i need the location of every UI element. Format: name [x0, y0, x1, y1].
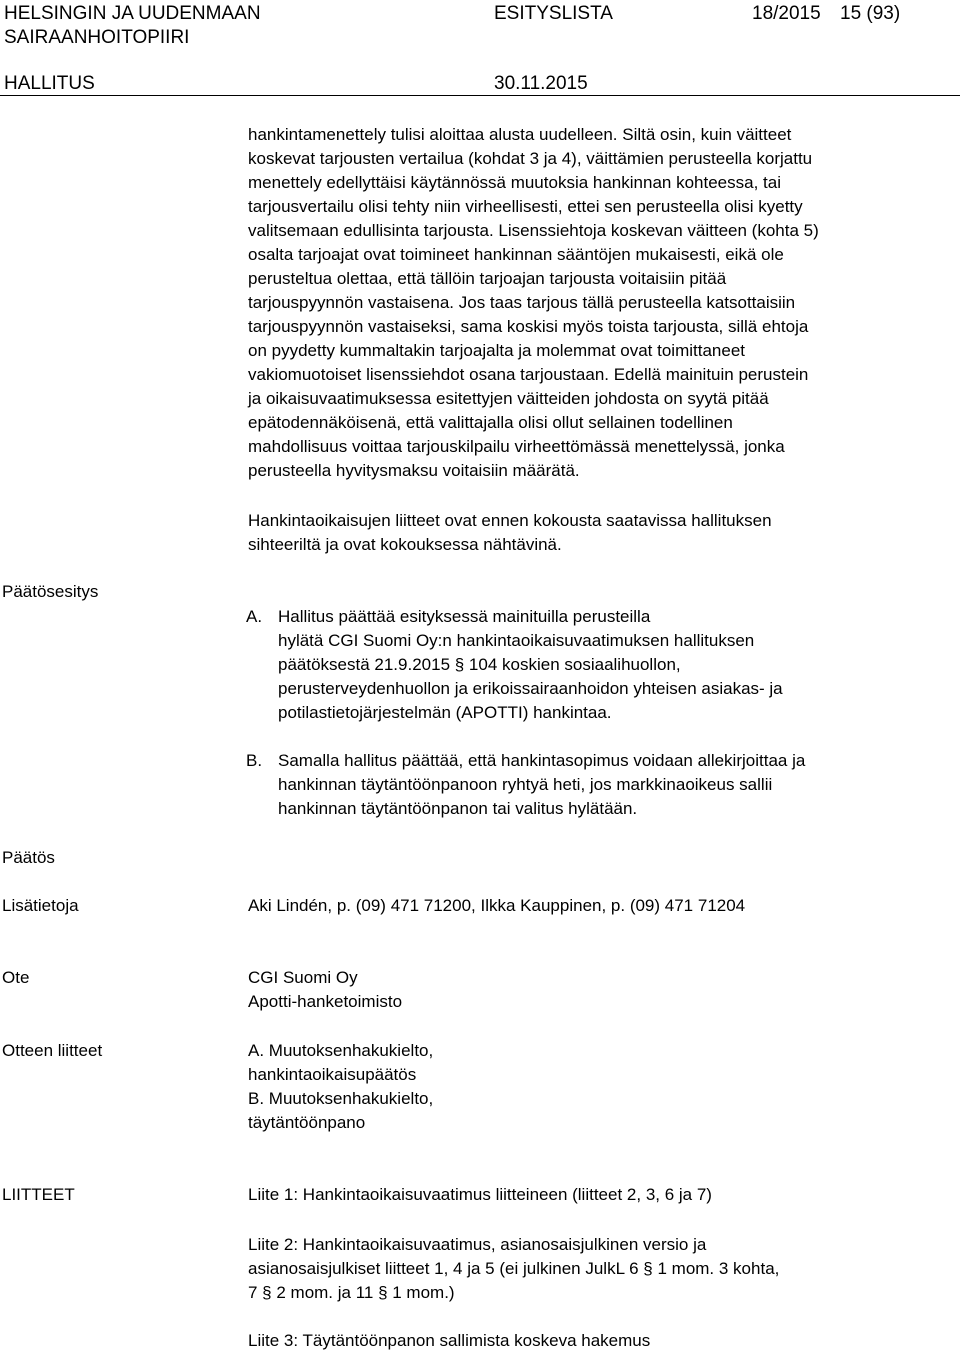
item-line: hankinnan täytäntöönpanon tai valitus hylätään.	[278, 799, 638, 818]
appendix-2-line: 7 § 2 mom. ja 11 § 1 mom.)	[248, 1283, 455, 1302]
paragraph-line: epätodennäköisenä, että valittajalla olisi ollut sellainen todellinen	[248, 413, 733, 432]
paragraph-line: tarjouspyynnön vastaiseksi, sama koskisi myös toista tarjousta, sillä ehtoja	[248, 317, 809, 336]
paragraph-line: tarjouspyynnön vastaisena. Jos taas tarjous tällä perusteella katsottaisiin	[248, 293, 796, 312]
decision-proposal-label: Päätösesitys	[2, 582, 99, 601]
paragraph-line: vakiomuotoiset lisenssiehdot osana tarjoustaan. Edellä mainituin perustein	[248, 365, 809, 384]
paragraph-line: perusteltua olettaa, että tällöin tarjoajan tarjousta voitaisiin pitää	[248, 269, 727, 288]
appendix-2-line: Liite 2: Hankintaoikaisuvaatimus, asianosaisjulkinen versio ja	[248, 1235, 707, 1254]
extract-attachments-label: Otteen liitteet	[2, 1041, 103, 1060]
org-name-line1: HELSINGIN JA UUDENMAAN	[4, 3, 261, 24]
appendix-2-line: asianosaisjulkiset liitteet 1, 4 ja 5 (ei julkinen JulkL 6 § 1 mom. 3 kohta,	[248, 1259, 780, 1278]
paragraph-line: menettely edellyttäisi käytännössä muutoksia hankinnan kohteessa, tai	[248, 173, 781, 192]
item-letter: A.	[246, 607, 263, 626]
paragraph-line: tarjousvertailu olisi tehty niin virheellisesti, ettei sen perusteella olisi kyetty	[248, 197, 803, 216]
org-name-line2: SAIRAANHOITOPIIRI	[4, 27, 190, 48]
appendix-3: Liite 3: Täytäntöönpanon sallimista koskeva hakemus	[248, 1331, 651, 1350]
item-line: Samalla hallitus päättää, että hankintasopimus voidaan allekirjoittaa ja	[278, 751, 806, 770]
item-line: hylätä CGI Suomi Oy:n hankintaoikaisuvaatimuksen hallituksen	[278, 631, 755, 650]
header-divider	[0, 95, 960, 96]
appendices-label: LIITTEET	[2, 1185, 75, 1204]
paragraph-line: osalta tarjoajat ovat toimineet hankinnan sääntöjen mukaisesti, eikä ole	[248, 245, 784, 264]
doc-number: 18/2015	[752, 3, 821, 24]
extract-label: Ote	[2, 968, 30, 987]
decision-label: Päätös	[2, 848, 55, 867]
doc-type: ESITYSLISTA	[494, 3, 613, 24]
extract-attachment-line: täytäntöönpano	[248, 1113, 366, 1132]
appendix-1: Liite 1: Hankintaoikaisuvaatimus liitteineen (liitteet 2, 3, 6 ja 7)	[248, 1185, 712, 1204]
paragraph-line: perusteella hyvitysmaksu voitaisiin määrätä.	[248, 461, 580, 480]
paragraph-line: valitsemaan edullisinta tarjousta. Lisenssiehtoja koskevan väitteen (kohta 5)	[248, 221, 819, 240]
item-line: hankinnan täytäntöönpanoon ryhtyä heti, jos markkinaoikeus sallii	[278, 775, 773, 794]
paragraph-line: koskevat tarjousten vertailua (kohdat 3 ja 4), väittämien perusteella korjattu	[248, 149, 813, 168]
paragraph-line: hankintamenettely tulisi aloittaa alusta uudelleen. Siltä osin, kuin väitteet	[248, 125, 792, 144]
paragraph-line: mahdollisuus voittaa tarjouskilpailu virheettömässä menettelyssä, jonka	[248, 437, 785, 456]
item-line: perusterveydenhuollon ja erikoissairaanhoidon yhteisen asiakas- ja	[278, 679, 783, 698]
extract-attachment-line: B. Muutoksenhakukielto,	[248, 1089, 434, 1108]
item-line: päätöksestä 21.9.2015 § 104 koskien sosiaalihuollon,	[278, 655, 681, 674]
page-number: 15 (93)	[840, 3, 901, 24]
more-info-label: Lisätietoja	[2, 896, 79, 915]
extract-attachment-line: hankintaoikaisupäätös	[248, 1065, 417, 1084]
extract-recipient: Apotti-hanketoimisto	[248, 992, 403, 1011]
paragraph-line: ja oikaisuvaatimuksessa esitettyjen väitteiden johdosta on syytä pitää	[248, 389, 769, 408]
meeting-date: 30.11.2015	[494, 73, 588, 94]
item-line: potilastietojärjestelmän (APOTTI) hankintaa.	[278, 703, 612, 722]
item-line: Hallitus päättää esityksessä mainituilla perusteilla	[278, 607, 651, 626]
item-letter: B.	[246, 751, 263, 770]
extract-attachment-line: A. Muutoksenhakukielto,	[248, 1041, 434, 1060]
extract-recipient: CGI Suomi Oy	[248, 968, 358, 987]
paragraph-line: on pyydetty kummaltakin tarjoajalta ja molemmat ovat toimittaneet	[248, 341, 746, 360]
note-line: sihteeriltä ja ovat kokouksessa nähtävinä.	[248, 535, 562, 554]
board-name: HALLITUS	[4, 73, 95, 94]
more-info-contacts: Aki Lindén, p. (09) 471 71200, Ilkka Kauppinen, p. (09) 471 71204	[248, 896, 746, 915]
note-line: Hankintaoikaisujen liitteet ovat ennen kokousta saatavissa hallituksen	[248, 511, 772, 530]
